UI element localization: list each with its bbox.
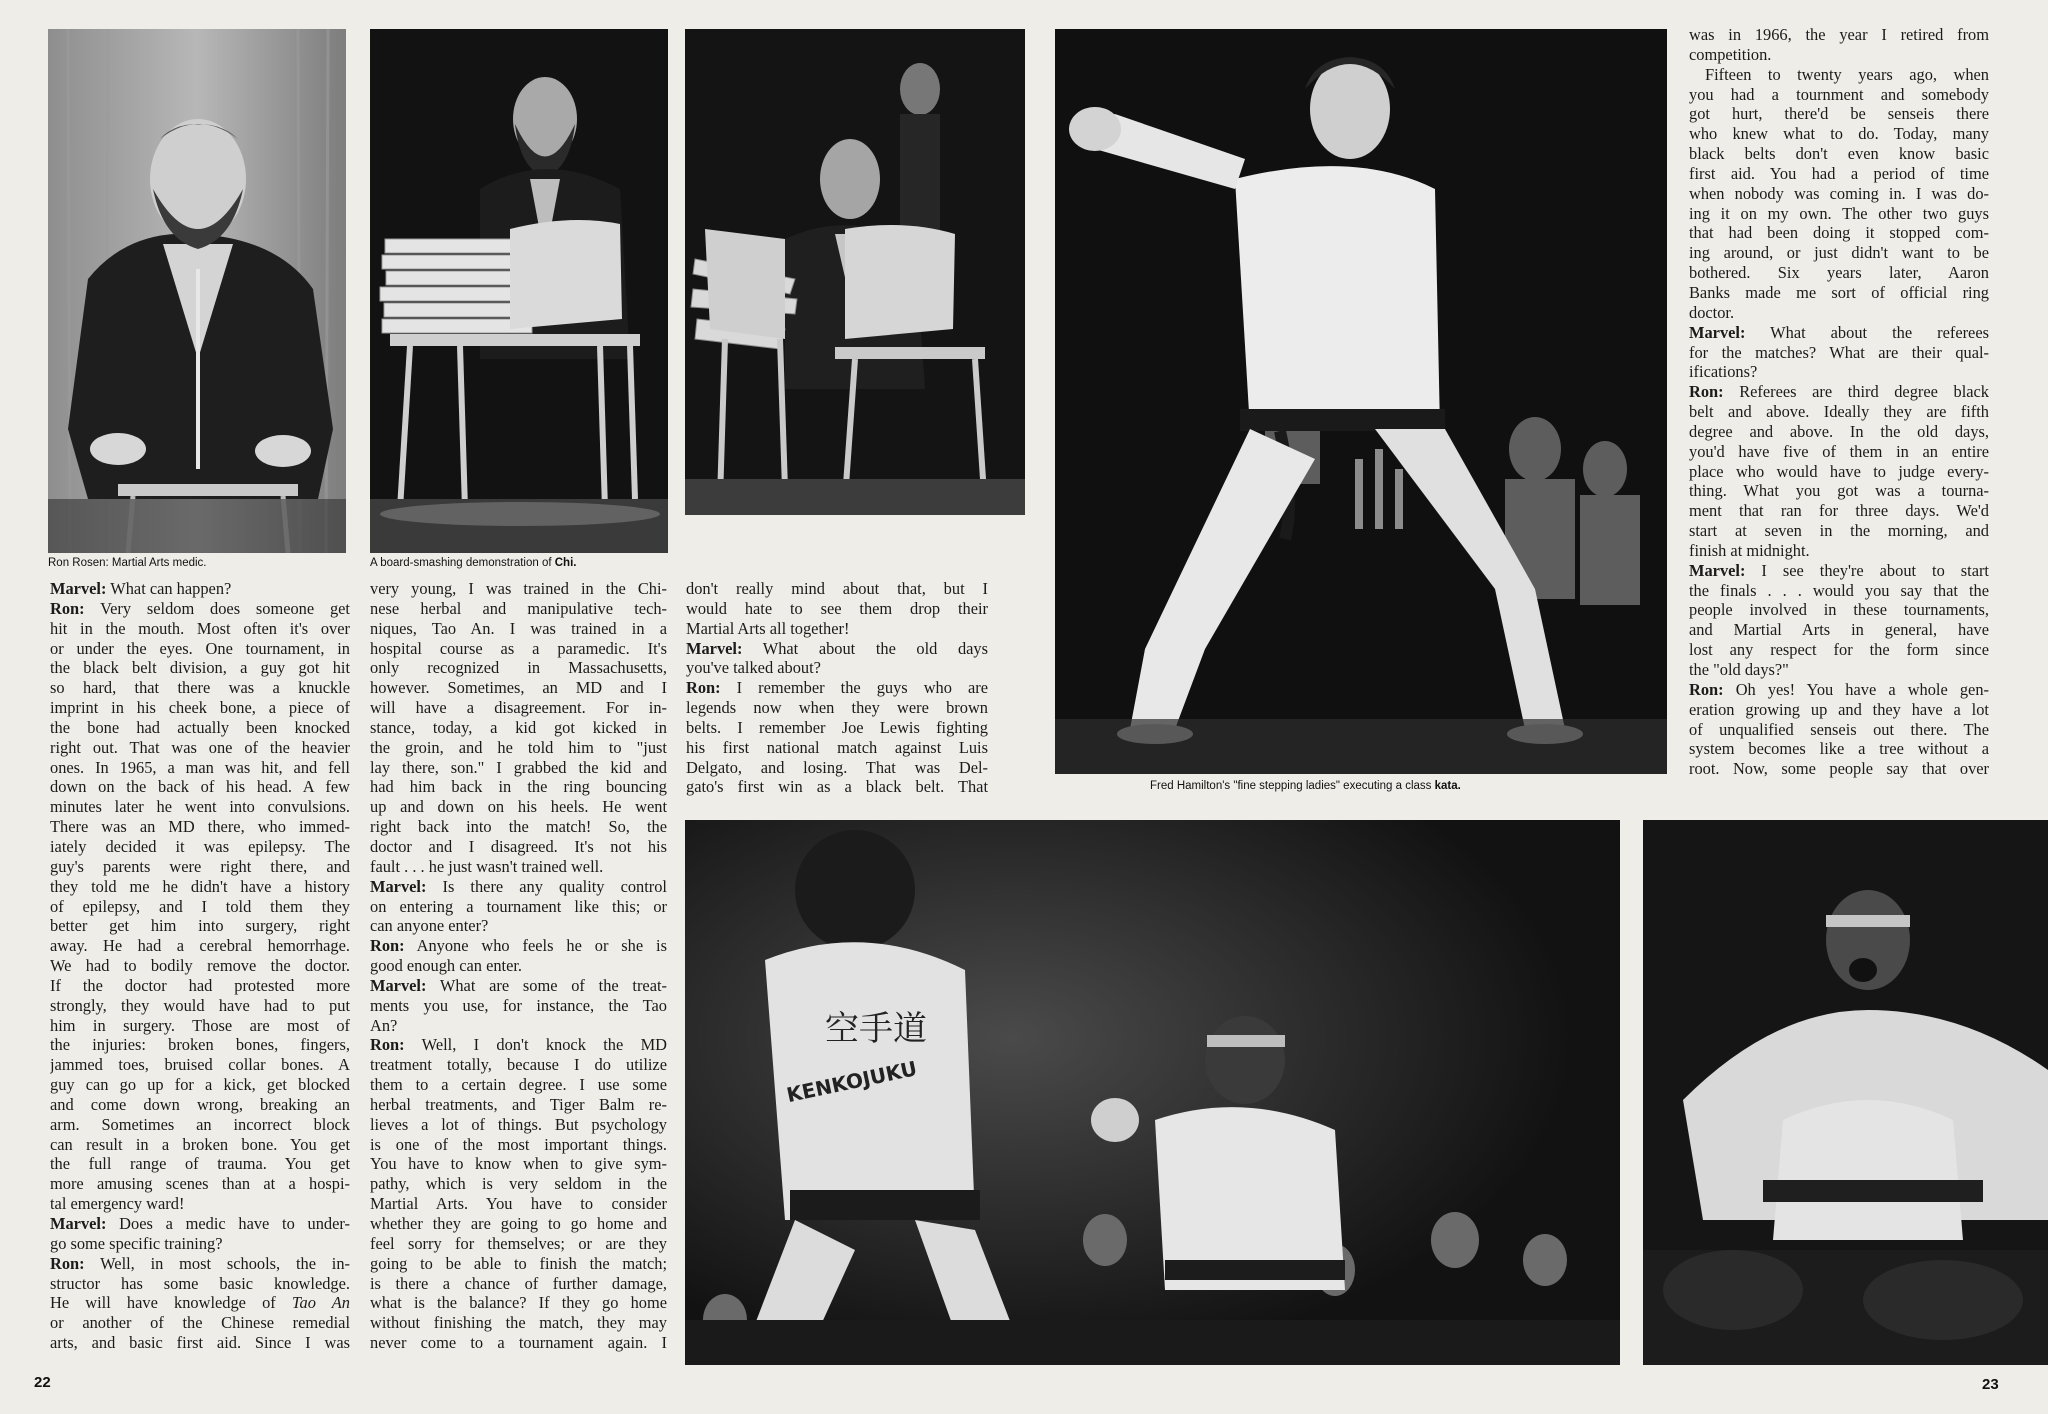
col3-line-text: What about the old days bbox=[762, 638, 988, 658]
col4-line bbox=[1689, 65, 1989, 85]
col3-line: legends now when they were brown bbox=[686, 698, 988, 718]
photo-board-smashing-image bbox=[370, 29, 668, 553]
col4-line-text: What about the referees bbox=[1770, 322, 1989, 342]
speaker-ron: Ron: bbox=[50, 598, 85, 618]
col1-line bbox=[50, 1254, 350, 1274]
col4-line: bothered. Six years later, Aaron bbox=[1689, 263, 1989, 283]
text-column-4 bbox=[1689, 25, 1989, 795]
col2-line bbox=[370, 936, 667, 956]
col1-line: so hard, that there was a knuckle bbox=[50, 678, 350, 698]
speaker-ron: Ron: bbox=[370, 936, 405, 956]
photo-sparring-match bbox=[685, 820, 1620, 1365]
col1-line: or under the eyes. One tournament, in bbox=[50, 638, 350, 658]
col4-line-text: Fifteen to twenty years ago, when bbox=[1705, 64, 1989, 84]
col1-line: guy can go up for a kick, get blocked bbox=[50, 1075, 350, 1095]
col4-line: place who would have to judge every- bbox=[1689, 461, 1989, 481]
col2-line bbox=[370, 1035, 667, 1055]
col3-line: his first national match against Luis bbox=[686, 737, 988, 757]
col1-line: iately decided it was epilepsy. The bbox=[50, 836, 350, 856]
col2-line: can anyone enter? bbox=[370, 916, 489, 936]
col3-line: don't really mind about that, but I bbox=[686, 579, 988, 598]
col3-line bbox=[686, 678, 988, 698]
col4-line bbox=[1689, 561, 1989, 581]
photo-board-smashing bbox=[370, 29, 668, 553]
col2-line: never come to a tournament again. I bbox=[370, 1333, 667, 1353]
col2-line: up and down on his heels. He went bbox=[370, 797, 667, 817]
col4-line: when nobody was coming in. I was do- bbox=[1689, 183, 1989, 203]
caption-fred-hamilton bbox=[1150, 780, 1461, 792]
col4-line: belt and above. Ideally they are fifth bbox=[1689, 402, 1989, 422]
col4-line-text: Referees are third degree black bbox=[1739, 382, 1989, 402]
col4-line: thing. What you got was a tourna- bbox=[1689, 481, 1989, 501]
col1-line: We had to bodily remove the doctor. bbox=[50, 956, 350, 976]
speaker-marvel: Marvel: bbox=[370, 975, 427, 995]
col2-line: going to be able to finish the match; bbox=[370, 1253, 667, 1273]
speaker-ron: Ron: bbox=[370, 1035, 405, 1055]
speaker-ron: Ron: bbox=[686, 678, 721, 698]
col4-line: degree and above. In the old days, bbox=[1689, 421, 1989, 441]
col4-line: lost any respect for the form since bbox=[1689, 640, 1989, 660]
col4-line: ing it on my own. The other two guys bbox=[1689, 203, 1989, 223]
col2-line: herbal treatments, and Tiger Balm re- bbox=[370, 1094, 667, 1114]
speaker-ron: Ron: bbox=[1689, 382, 1724, 402]
col1-line: the bone had actually been knocked bbox=[50, 717, 350, 737]
col2-line bbox=[370, 976, 667, 996]
col1-line bbox=[50, 599, 350, 619]
col3-line: you've talked about? bbox=[686, 658, 821, 678]
col4-line: who knew what to do. Today, many bbox=[1689, 124, 1989, 144]
col1-line-text: He will have knowledge of bbox=[50, 1293, 292, 1313]
col2-line: very young, I was trained in the Chi- bbox=[370, 579, 667, 598]
caption-fred-hamilton-text: Fred Hamilton's "fine stepping ladies" executing a class bbox=[1150, 780, 1435, 792]
col4-line: first aid. You had a period of time bbox=[1689, 163, 1989, 183]
col2-line: on entering a tournament like this; or bbox=[370, 896, 667, 916]
col1-line: hit in the mouth. Most often it's over bbox=[50, 618, 350, 638]
photo-board-smashing-2 bbox=[685, 29, 1025, 515]
col1-line bbox=[50, 1293, 350, 1313]
photo-sparring-match-image bbox=[685, 820, 1620, 1365]
page-number-right: 23 bbox=[1982, 1376, 1999, 1393]
col4-line: the "old days?" bbox=[1689, 660, 1789, 679]
speaker-ron: Ron: bbox=[1689, 679, 1724, 699]
col1-line-text: Very seldom does someone get bbox=[100, 598, 350, 618]
text-column-1 bbox=[50, 579, 350, 1369]
col1-line: of epilepsy, and I told them they bbox=[50, 896, 350, 916]
col1-line: jammed toes, bruised collar bones. A bbox=[50, 1055, 350, 1075]
col4-line: root. Now, some people say that over bbox=[1689, 759, 1989, 779]
col1-line-text: Well, in most schools, the in- bbox=[100, 1253, 350, 1273]
col4-line: ifications? bbox=[1689, 362, 1758, 382]
photo-kiai-image bbox=[1643, 820, 2048, 1365]
gi-patch-label: KENKOJUKU bbox=[784, 1056, 920, 1108]
caption-fred-hamilton-term: kata. bbox=[1434, 780, 1461, 792]
col3-line: belts. I remember Joe Lewis fighting bbox=[686, 717, 988, 737]
col4-line: doctor. bbox=[1689, 302, 1735, 322]
col2-line: lay there, son." I grabbed the kid and bbox=[370, 757, 667, 777]
col1-line: and come down wrong, breaking an bbox=[50, 1094, 350, 1114]
col3-line: Delgato, and losing. That was Del- bbox=[686, 757, 988, 777]
col2-line: the groin, and he told him to "just bbox=[370, 737, 667, 757]
col4-line-text: I see they're about to start bbox=[1761, 560, 1989, 580]
col2-line: only recognized in Massachusetts, bbox=[370, 658, 667, 678]
col2-line: niques, Tao An. I was trained in a bbox=[370, 618, 667, 638]
col4-line: of unqualified senseis out there. The bbox=[1689, 719, 1989, 739]
col2-line: treatment totally, because I do utilize bbox=[370, 1055, 667, 1075]
col1-line-text: What can happen? bbox=[110, 579, 232, 598]
col1-line: the injuries: broken bones, fingers, bbox=[50, 1035, 350, 1055]
col3-line: would hate to see them drop their bbox=[686, 598, 988, 618]
photo-kata bbox=[1055, 29, 1667, 774]
photo-ron-rosen-image bbox=[48, 29, 346, 553]
col1-line: down on the back of his head. A few bbox=[50, 777, 350, 797]
caption-board-smashing bbox=[370, 557, 576, 569]
photo-ron-rosen bbox=[48, 29, 346, 553]
col3-line bbox=[686, 639, 988, 659]
col4-line: that had been doing it stopped com- bbox=[1689, 223, 1989, 243]
col1-line: minutes later he went into convulsions. bbox=[50, 797, 350, 817]
col4-line bbox=[1689, 680, 1989, 700]
col2-line: pathy, which is very seldom in the bbox=[370, 1174, 667, 1194]
col3-line: Martial Arts all together! bbox=[686, 618, 850, 638]
text-column-3 bbox=[686, 579, 988, 809]
col2-line: however. Sometimes, an MD and I bbox=[370, 678, 667, 698]
speaker-marvel: Marvel: bbox=[50, 1214, 107, 1233]
col4-line: eration growing up and they have a lot bbox=[1689, 699, 1989, 719]
col1-line: more amusing scenes than at a hospi- bbox=[50, 1174, 350, 1194]
col1-line: they told me he didn't have a history bbox=[50, 876, 350, 896]
col2-line bbox=[370, 877, 667, 897]
col2-line: fault . . . he just wasn't trained well. bbox=[370, 856, 604, 876]
col4-line: you had a tournment and somebody bbox=[1689, 84, 1989, 104]
text-column-2 bbox=[370, 579, 667, 1369]
col4-line: system becomes like a tree without a bbox=[1689, 739, 1989, 759]
col4-line: ing around, or just didn't want to be bbox=[1689, 243, 1989, 263]
col4-line bbox=[1689, 323, 1989, 343]
col1-line: strongly, they would have had to put bbox=[50, 995, 350, 1015]
col2-line: what is the balance? If they go home bbox=[370, 1293, 667, 1313]
col1-line: or another of the Chinese remedial bbox=[50, 1313, 350, 1333]
col1-line bbox=[50, 1214, 350, 1234]
col2-line-text: What are some of the treat- bbox=[439, 975, 667, 995]
col2-line-text: Is there any quality control bbox=[442, 876, 667, 896]
page-number-left: 22 bbox=[34, 1374, 51, 1391]
col4-line: competition. bbox=[1689, 44, 1772, 64]
col2-line-text: Anyone who feels he or she is bbox=[416, 936, 667, 956]
col2-line: nese herbal and manipulative tech- bbox=[370, 598, 667, 618]
col1-line: imprint in his cheek bone, a piece of bbox=[50, 698, 350, 718]
photo-kiai bbox=[1643, 820, 2048, 1365]
col4-line: you'd have five of them in an entire bbox=[1689, 441, 1989, 461]
col2-line: whether they are going to go home and bbox=[370, 1214, 667, 1233]
speaker-marvel: Marvel: bbox=[686, 638, 743, 658]
caption-board-smashing-text: A board-smashing demonstration of bbox=[370, 557, 555, 569]
col1-line: go some specific training? bbox=[50, 1233, 223, 1253]
col1-line: him in surgery. Those are most of bbox=[50, 1015, 350, 1035]
col2-line: good enough can enter. bbox=[370, 956, 523, 976]
col1-line: If the doctor had protested more bbox=[50, 975, 350, 995]
col2-line: is one of the most important things. bbox=[370, 1134, 667, 1154]
col2-line: feel sorry for themselves; or are they bbox=[370, 1233, 667, 1253]
col2-line-text: Well, I don't knock the MD bbox=[421, 1035, 667, 1055]
col4-line: and Martial Arts in general, have bbox=[1689, 620, 1989, 640]
caption-ron-rosen: Ron Rosen: Martial Arts medic. bbox=[48, 557, 207, 569]
col2-line: stance, today, a kid got kicked in bbox=[370, 717, 667, 737]
col4-line-text: Oh yes! You have a whole gen- bbox=[1735, 679, 1989, 699]
photo-kata-image bbox=[1055, 29, 1667, 774]
col2-line: ments you use, for instance, the Tao bbox=[370, 995, 667, 1015]
col1-line bbox=[50, 579, 350, 599]
col1-line: the full range of trauma. You get bbox=[50, 1154, 350, 1174]
col4-line: got hurt, there'd be senseis there bbox=[1689, 104, 1989, 124]
col1-line: ones. In 1965, a man was hit, and fell bbox=[50, 757, 350, 777]
col4-line: people involved in these tournaments, bbox=[1689, 600, 1989, 620]
col4-line: was in 1966, the year I retired from bbox=[1689, 25, 1989, 44]
caption-board-smashing-term: Chi. bbox=[554, 557, 577, 569]
col3-line: gato's first win as a black belt. That bbox=[686, 777, 988, 797]
col1-line-text: Does a medic have to under- bbox=[119, 1214, 350, 1233]
speaker-ron: Ron: bbox=[50, 1253, 85, 1273]
col2-line: is there a chance of further damage, bbox=[370, 1273, 667, 1293]
col1-line: the black belt division, a guy got hit bbox=[50, 658, 350, 678]
col2-line: had him back in the ring bouncing bbox=[370, 777, 667, 797]
gi-patch-kanji: 空手道 bbox=[825, 1009, 927, 1049]
col4-line: the finals . . . would you say that the bbox=[1689, 580, 1989, 600]
col4-line: for the matches? What are their qual- bbox=[1689, 342, 1989, 362]
speaker-marvel: Marvel: bbox=[370, 876, 427, 896]
col2-line: right back into the match! So, the bbox=[370, 817, 667, 837]
col4-line: Banks made me sort of official ring bbox=[1689, 282, 1989, 302]
col1-line: arts, and basic first aid. Since I was bbox=[50, 1333, 350, 1353]
col4-line bbox=[1689, 382, 1989, 402]
col1-line: structor has some basic knowledge. bbox=[50, 1273, 350, 1293]
col4-line: finish at midnight. bbox=[1689, 540, 1810, 560]
col4-line: start at seven in the morning, and bbox=[1689, 521, 1989, 541]
col3-line-text: I remember the guys who are bbox=[736, 678, 988, 698]
col2-line: them to a certain degree. I use some bbox=[370, 1075, 667, 1095]
col2-line: lieves a lot of things. But psychology bbox=[370, 1114, 667, 1134]
col4-line: black belts don't even know basic bbox=[1689, 144, 1989, 164]
col1-line: can result in a broken bone. You get bbox=[50, 1134, 350, 1154]
col2-line: Martial Arts. You have to consider bbox=[370, 1194, 667, 1214]
col4-line: ment that ran for three days. We'd bbox=[1689, 501, 1989, 521]
col1-line: better get him into surgery, right bbox=[50, 916, 350, 936]
col1-line-italic: Tao An bbox=[291, 1293, 350, 1313]
photo-board-smashing-2-image bbox=[685, 29, 1025, 515]
col1-line: right out. That was one of the heavier bbox=[50, 737, 350, 757]
col1-line: arm. Sometimes an incorrect block bbox=[50, 1114, 350, 1134]
col2-line: An? bbox=[370, 1015, 398, 1035]
speaker-marvel: Marvel: bbox=[50, 579, 107, 598]
col1-line: guy's parents were right there, and bbox=[50, 856, 350, 876]
col1-line: tal emergency ward! bbox=[50, 1194, 185, 1214]
col2-line: doctor and I disagreed. It's not his bbox=[370, 836, 667, 856]
col2-line: without finishing the match, they may bbox=[370, 1313, 667, 1333]
col1-line: There was an MD there, who immed- bbox=[50, 817, 350, 837]
speaker-marvel: Marvel: bbox=[1689, 560, 1746, 580]
col1-line: away. He had a cerebral hemorrhage. bbox=[50, 936, 350, 956]
col2-line: hospital course as a paramedic. It's bbox=[370, 638, 667, 658]
col2-line: You have to know when to give sym- bbox=[370, 1154, 667, 1174]
col2-line: will have a disagreement. For in- bbox=[370, 698, 667, 718]
speaker-marvel: Marvel: bbox=[1689, 322, 1746, 342]
